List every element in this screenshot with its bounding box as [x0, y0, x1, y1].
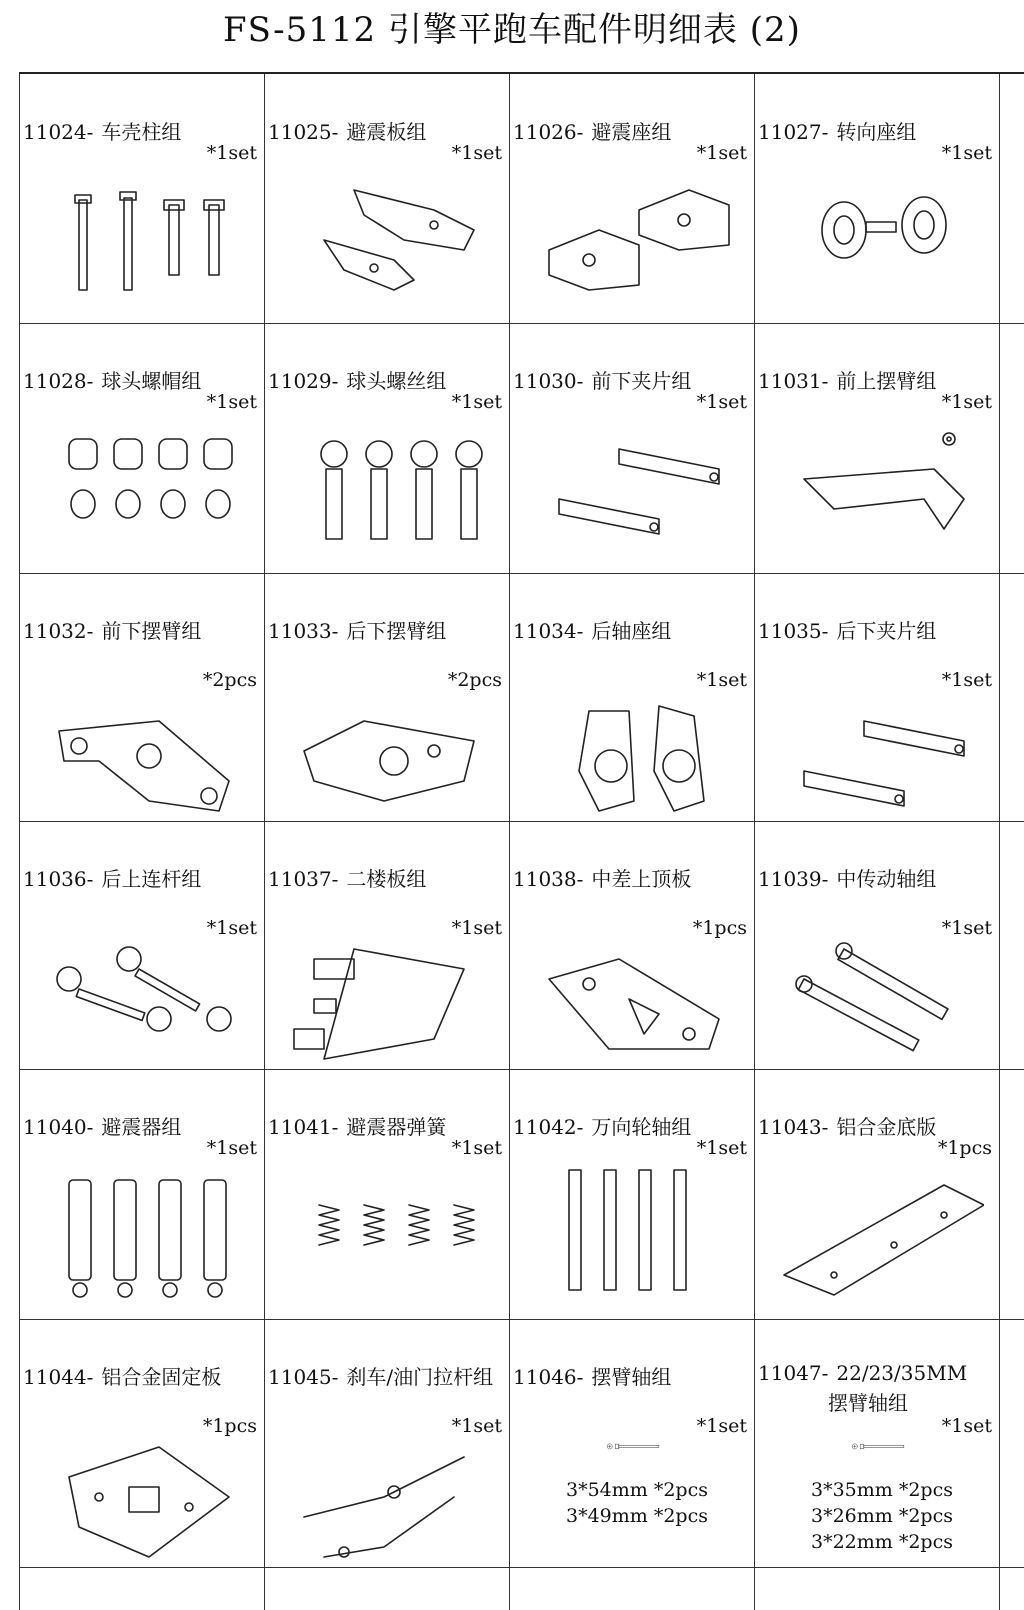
- part-quantity: *1pcs: [202, 1415, 257, 1437]
- part-cell: [19, 1067, 269, 1317]
- part-cell: [19, 819, 269, 1069]
- part-cell: [264, 1317, 514, 1567]
- part-label: [513, 1361, 671, 1390]
- part-label: [758, 365, 936, 394]
- part-spec-note: 3*54mm *2pcs: [566, 1479, 708, 1501]
- part-cell: [19, 72, 269, 322]
- body-post-icon: [39, 170, 249, 310]
- part-code: 11040-: [23, 1115, 94, 1139]
- part-code: 11038-: [513, 867, 584, 891]
- part-code: 11025-: [268, 120, 339, 144]
- part-quantity: *1set: [451, 142, 502, 164]
- steering-knuckle-icon: [774, 170, 984, 310]
- part-name: 二楼板组: [346, 867, 427, 891]
- part-name: 22/23/35MM: [836, 1361, 968, 1385]
- chassis-plate-icon: [774, 1165, 984, 1305]
- part-name: 中差上顶板: [591, 867, 692, 891]
- part-name: 前下夹片组: [591, 369, 692, 393]
- upper-arm-icon: [774, 419, 984, 559]
- part-quantity: *1pcs: [937, 1137, 992, 1159]
- part-code: 11028-: [23, 369, 94, 393]
- part-cell: [19, 571, 269, 821]
- part-quantity: *1set: [696, 391, 747, 413]
- part-quantity: *1set: [696, 1415, 747, 1437]
- part-cell: [264, 571, 514, 821]
- spring-icon: [284, 1165, 494, 1305]
- part-quantity: *1set: [451, 1137, 502, 1159]
- part-label: [23, 365, 201, 394]
- part-quantity: *1set: [696, 669, 747, 691]
- lower-arm-icon: [39, 691, 249, 821]
- rear-hub-icon: [529, 691, 739, 821]
- part-name: 万向轮轴组: [591, 1115, 692, 1139]
- part-label: [513, 116, 671, 145]
- part-cell: [509, 1317, 759, 1567]
- shock-mount-icon: [529, 170, 739, 310]
- part-label: [23, 1111, 181, 1140]
- part-code: 11026-: [513, 120, 584, 144]
- part-name: 中传动轴组: [836, 867, 937, 891]
- part-name: 后下夹片组: [836, 619, 937, 643]
- turnbuckle-icon: [39, 939, 249, 1069]
- part-quantity: *1set: [206, 917, 257, 939]
- part-cell: [754, 72, 1004, 322]
- part-name: 车壳柱组: [101, 120, 182, 144]
- part-label: [758, 1361, 967, 1385]
- part-cell: [509, 819, 759, 1069]
- part-cell: [754, 1317, 1004, 1567]
- part-name: 球头螺丝组: [346, 369, 447, 393]
- part-label: [513, 1111, 691, 1140]
- cvd-shaft-icon: [529, 1165, 739, 1305]
- rear-arm-icon: [284, 691, 494, 821]
- part-spec-note: 3*49mm *2pcs: [566, 1505, 708, 1527]
- part-name: 摆臂轴组: [591, 1365, 672, 1389]
- part-quantity: *1set: [451, 391, 502, 413]
- part-cell: [19, 321, 269, 571]
- part-name-line2: 摆臂轴组: [828, 1391, 908, 1415]
- part-label: [513, 365, 691, 394]
- shock-absorber-icon: [39, 1165, 249, 1305]
- clamp-plate-icon: [774, 691, 984, 821]
- part-quantity: *1set: [206, 142, 257, 164]
- part-spec-note: 3*26mm *2pcs: [811, 1505, 953, 1527]
- part-code: 11045-: [268, 1365, 339, 1389]
- part-label: [758, 863, 936, 892]
- upper-deck-icon: [284, 939, 494, 1069]
- part-cell: [754, 571, 1004, 821]
- shock-tower-icon: [284, 170, 494, 310]
- part-quantity: *2pcs: [447, 669, 502, 691]
- part-label: [23, 863, 201, 892]
- ball-nut-icon: [39, 419, 249, 559]
- part-name: 转向座组: [836, 120, 917, 144]
- page-title: FS-5112 引擎平跑车配件明细表 (2): [223, 10, 801, 50]
- part-label: [268, 1111, 446, 1140]
- part-code: 11044-: [23, 1365, 94, 1389]
- hinge-pin-icon: [529, 1435, 739, 1475]
- part-code: 11047-: [758, 1361, 829, 1385]
- part-cell: [509, 1067, 759, 1317]
- part-cell: [264, 1067, 514, 1317]
- part-name: 刹车/油门拉杆组: [346, 1365, 494, 1389]
- part-label: [513, 863, 691, 892]
- part-label: [513, 615, 671, 644]
- part-cell: [754, 1067, 1004, 1317]
- part-code: 11024-: [23, 120, 94, 144]
- part-code: 11034-: [513, 619, 584, 643]
- throttle-linkage-icon: [284, 1437, 494, 1567]
- part-cell: [754, 819, 1004, 1069]
- part-cell: [264, 819, 514, 1069]
- part-code: 11030-: [513, 369, 584, 393]
- part-quantity: *1pcs: [692, 917, 747, 939]
- part-spec-note: 3*22mm *2pcs: [811, 1531, 953, 1553]
- part-quantity: *1set: [206, 1137, 257, 1159]
- mount-plate-icon: [39, 1437, 249, 1567]
- part-cell: [754, 321, 1004, 571]
- part-code: 11039-: [758, 867, 829, 891]
- part-label: [23, 615, 201, 644]
- part-code: 11029-: [268, 369, 339, 393]
- part-name: 球头螺帽组: [101, 369, 202, 393]
- part-cell: [509, 571, 759, 821]
- part-quantity: *1set: [206, 391, 257, 413]
- part-name: 避震器组: [101, 1115, 182, 1139]
- part-code: 11031-: [758, 369, 829, 393]
- part-name: 避震器弹簧: [346, 1115, 447, 1139]
- part-code: 11032-: [23, 619, 94, 643]
- part-quantity: *1set: [451, 1415, 502, 1437]
- part-name: 后轴座组: [591, 619, 672, 643]
- part-code: 11041-: [268, 1115, 339, 1139]
- part-cell: [509, 321, 759, 571]
- part-code: 11027-: [758, 120, 829, 144]
- part-quantity: *2pcs: [202, 669, 257, 691]
- part-code: 11036-: [23, 867, 94, 891]
- part-spec-note: 3*35mm *2pcs: [811, 1479, 953, 1501]
- part-name: 前上摆臂组: [836, 369, 937, 393]
- part-name: 后下摆臂组: [346, 619, 447, 643]
- hinge-pin-icon: [774, 1435, 984, 1475]
- part-name: 铝合金固定板: [101, 1365, 222, 1389]
- part-label: [268, 615, 446, 644]
- part-code: 11037-: [268, 867, 339, 891]
- part-name: 前下摆臂组: [101, 619, 202, 643]
- ball-screw-icon: [284, 419, 494, 559]
- part-label: [268, 1361, 493, 1390]
- part-label: [758, 615, 936, 644]
- part-quantity: *1set: [941, 142, 992, 164]
- part-quantity: *1set: [941, 669, 992, 691]
- part-code: 11035-: [758, 619, 829, 643]
- part-quantity: *1set: [941, 1415, 992, 1437]
- part-label: [268, 116, 426, 145]
- part-quantity: *1set: [941, 917, 992, 939]
- part-quantity: *1set: [696, 1137, 747, 1159]
- part-quantity: *1set: [451, 917, 502, 939]
- part-code: 11042-: [513, 1115, 584, 1139]
- part-code: 11046-: [513, 1365, 584, 1389]
- part-code: 11033-: [268, 619, 339, 643]
- part-label: [23, 116, 181, 145]
- part-name: 后上连杆组: [101, 867, 202, 891]
- part-label: [758, 116, 916, 145]
- part-name: 铝合金底版: [836, 1115, 937, 1139]
- part-code: 11043-: [758, 1115, 829, 1139]
- part-name: 避震板组: [346, 120, 427, 144]
- top-plate-icon: [529, 939, 739, 1069]
- part-cell: [19, 1317, 269, 1567]
- clamp-plate-icon: [529, 419, 739, 559]
- part-label: [758, 1111, 936, 1140]
- part-quantity: *1set: [696, 142, 747, 164]
- part-cell: [264, 321, 514, 571]
- drive-shaft-icon: [774, 939, 984, 1069]
- part-cell: [264, 72, 514, 322]
- part-quantity: *1set: [941, 391, 992, 413]
- part-label: [268, 365, 446, 394]
- part-cell: [509, 72, 759, 322]
- part-label: [23, 1361, 221, 1390]
- part-name: 避震座组: [591, 120, 672, 144]
- part-label: [268, 863, 426, 892]
